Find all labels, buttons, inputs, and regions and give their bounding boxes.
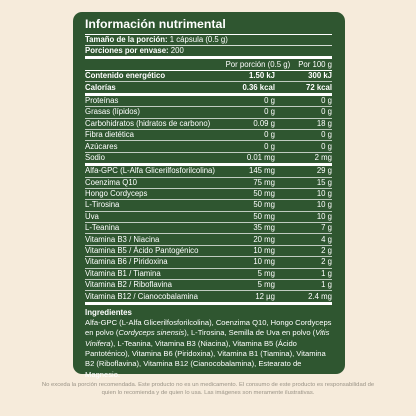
active-ingredient-row-per-portion: 50 mg [253,211,275,221]
nutrient-row [85,130,332,141]
ingredients-text-part: ), L-Teanina, Vitamina B3 (Niacina), Vitamina B5 (Ácido Pantoténico), Vitamina B6 (Piridoxina), Vitamina B1 (Tiamina), Vitamina B2 (Riboflavina), Vitamina B12 (Cianocobalamina), Estearato de Magnesio. [85,338,326,379]
active-ingredient-row-per-100g: 2 g [321,257,332,267]
active-ingredient-row-per-portion: 50 mg [253,200,275,210]
energy-row-name: Contenido energético [85,71,166,81]
active-ingredient-row-per-portion: 5 mg [257,268,275,278]
active-ingredient-row-per-100g: 2.4 mg [308,291,332,301]
active-ingredient-row-name: Vitamina B1 / Tiamina [85,268,161,278]
energy-row-per-100g: 72 kcal [305,82,332,92]
active-ingredient-row [85,246,332,257]
active-ingredient-row-name: Coenzima Q10 [85,177,138,187]
portions-label: Porciones por envase: [85,46,169,55]
nutrient-row-name: Proteínas [85,95,119,105]
portions-value: 200 [168,46,184,55]
active-ingredient-row-per-portion: 10 mg [253,246,275,256]
energy-section [85,71,332,93]
active-ingredient-row-name: Vitamina B12 / Cianocobalamina [85,291,198,301]
column-header-per-portion: Por porción (0.5 g) [225,59,291,69]
active-ingredient-row [85,189,332,200]
nutrient-row-per-portion: 0.09 g [253,118,275,128]
active-ingredient-row-per-portion: 20 mg [253,234,275,244]
active-ingredient-row-per-100g: 7 g [321,223,332,233]
nutrient-row-name: Grasas (lípidos) [85,107,141,117]
nutrient-row [85,141,332,152]
nutrient-row-name: Azúcares [85,141,118,151]
nutrient-row-per-100g: 0 g [321,130,332,140]
active-ingredient-row-name: Alfa-GPC (L-Alfa Glicerilfosforilcolina) [85,166,215,176]
active-ingredient-row-name: Hongo Cordyceps [85,189,148,199]
energy-row [85,71,332,82]
energy-row-name: Calorías [85,82,116,92]
column-header-row [85,59,332,70]
active-ingredient-row [85,200,332,211]
active-ingredient-row-per-100g: 10 g [316,200,332,210]
nutrient-row-per-portion: 0 g [264,130,275,140]
active-ingredient-row-per-portion: 145 mg [248,166,275,176]
serving-size-label: Tamaño de la porción: [85,35,168,44]
active-ingredient-row-name: Vitamina B6 / Piridoxina [85,257,168,267]
active-ingredient-row-name: Vitamina B2 / Riboflavina [85,280,172,290]
active-ingredient-row-per-portion: 35 mg [253,223,275,233]
nutrient-row-per-portion: 0 g [264,141,275,151]
nutrient-row [85,119,332,130]
active-ingredient-row-name: Vitamina B3 / Niacina [85,234,160,244]
ingredients-text-part: Alfa-GPC (L-Alfa Glicerilfosforilcolina), Coenzima Q10, Hongo Cordyceps en polvo ( [85,317,332,338]
active-ingredient-row-name: Uva [85,211,99,221]
active-ingredient-row [85,269,332,280]
active-ingredient-row-name: L-Teanina [85,223,120,233]
active-ingredient-row [85,166,332,177]
active-ingredient-row-per-100g: 1 g [321,280,332,290]
nutrient-row-name: Fibra dietética [85,130,134,140]
energy-row [85,82,332,92]
nutrient-row [85,96,332,107]
nutrient-row-per-100g: 18 g [316,118,332,128]
energy-row-per-portion: 1.50 kJ [248,71,275,81]
active-ingredient-row [85,257,332,268]
ingredients-text [85,318,332,380]
nutrient-row [85,107,332,118]
energy-row-per-portion: 0.36 kcal [242,82,275,92]
active-ingredient-row-name: Vitamina B5 / Ácido Pantogénico [85,246,199,256]
active-ingredient-row-per-100g: 4 g [321,234,332,244]
active-ingredient-row-per-100g: 29 g [316,166,332,176]
active-ingredient-row [85,291,332,301]
ingredients-title: Ingredientes [85,307,132,317]
nutrient-row-per-100g: 2 mg [314,152,332,162]
nutrition-facts-panel [73,12,345,379]
panel-title: Información nutrimental [85,17,226,31]
ingredients-text-part: ), L-Tirosina, Semilla de Uva en polvo ( [184,328,316,338]
active-ingredient-row [85,234,332,245]
nutrient-row-per-100g: 0 g [321,95,332,105]
nutrient-row-per-100g: 0 g [321,141,332,151]
nutrient-row [85,153,332,163]
active-ingredient-row-per-portion: 50 mg [253,189,275,199]
ingredients-italic: Cordyceps sinensis [118,328,185,338]
ingredients-italic: Vitis Vinifera [85,328,330,348]
active-ingredient-row-per-portion: 5 mg [257,280,275,290]
active-ingredient-row [85,178,332,189]
active-ingredient-row-per-100g: 2 g [321,246,332,256]
active-ingredient-row [85,280,332,291]
nutrients-section [85,96,332,163]
active-ingredient-row [85,223,332,234]
nutrient-row-name: Sodio [85,152,105,162]
serving-size-value: 1 cápsula (0.5 g) [167,35,228,44]
divider-thick [85,302,332,305]
active-ingredient-row-per-100g: 10 g [316,189,332,199]
nutrient-row-per-100g: 0 g [321,107,332,117]
active-ingredient-row [85,212,332,223]
active-ingredient-row-per-100g: 1 g [321,268,332,278]
legal-disclaimer: No exceda la porción recomendada. Este producto no es un medicamento. El consumo de este producto es responsabilidad de quien lo recomienda y de quien lo usa. Las imágenes son meramente ilustrativas. [41,382,375,396]
portions-per-container [85,46,332,56]
active-ingredient-row-per-100g: 15 g [316,177,332,187]
nutrient-row-per-portion: 0.01 mg [246,152,275,162]
active-ingredient-row-per-100g: 10 g [316,211,332,221]
active-ingredient-row-per-portion: 10 mg [253,257,275,267]
energy-row-per-100g: 300 kJ [308,71,332,81]
active-ingredient-row-per-portion: 12 µg [255,291,275,301]
actives-section [85,166,332,302]
serving-size [85,35,332,45]
column-header-per-100g: Por 100 g [298,59,332,69]
nutrient-row-name: Carbohidratos (hidratos de carbono) [85,118,211,128]
active-ingredient-row-name: L-Tirosina [85,200,120,210]
nutrient-row-per-portion: 0 g [264,107,275,117]
nutrient-row-per-portion: 0 g [264,95,275,105]
active-ingredient-row-per-portion: 75 mg [253,177,275,187]
